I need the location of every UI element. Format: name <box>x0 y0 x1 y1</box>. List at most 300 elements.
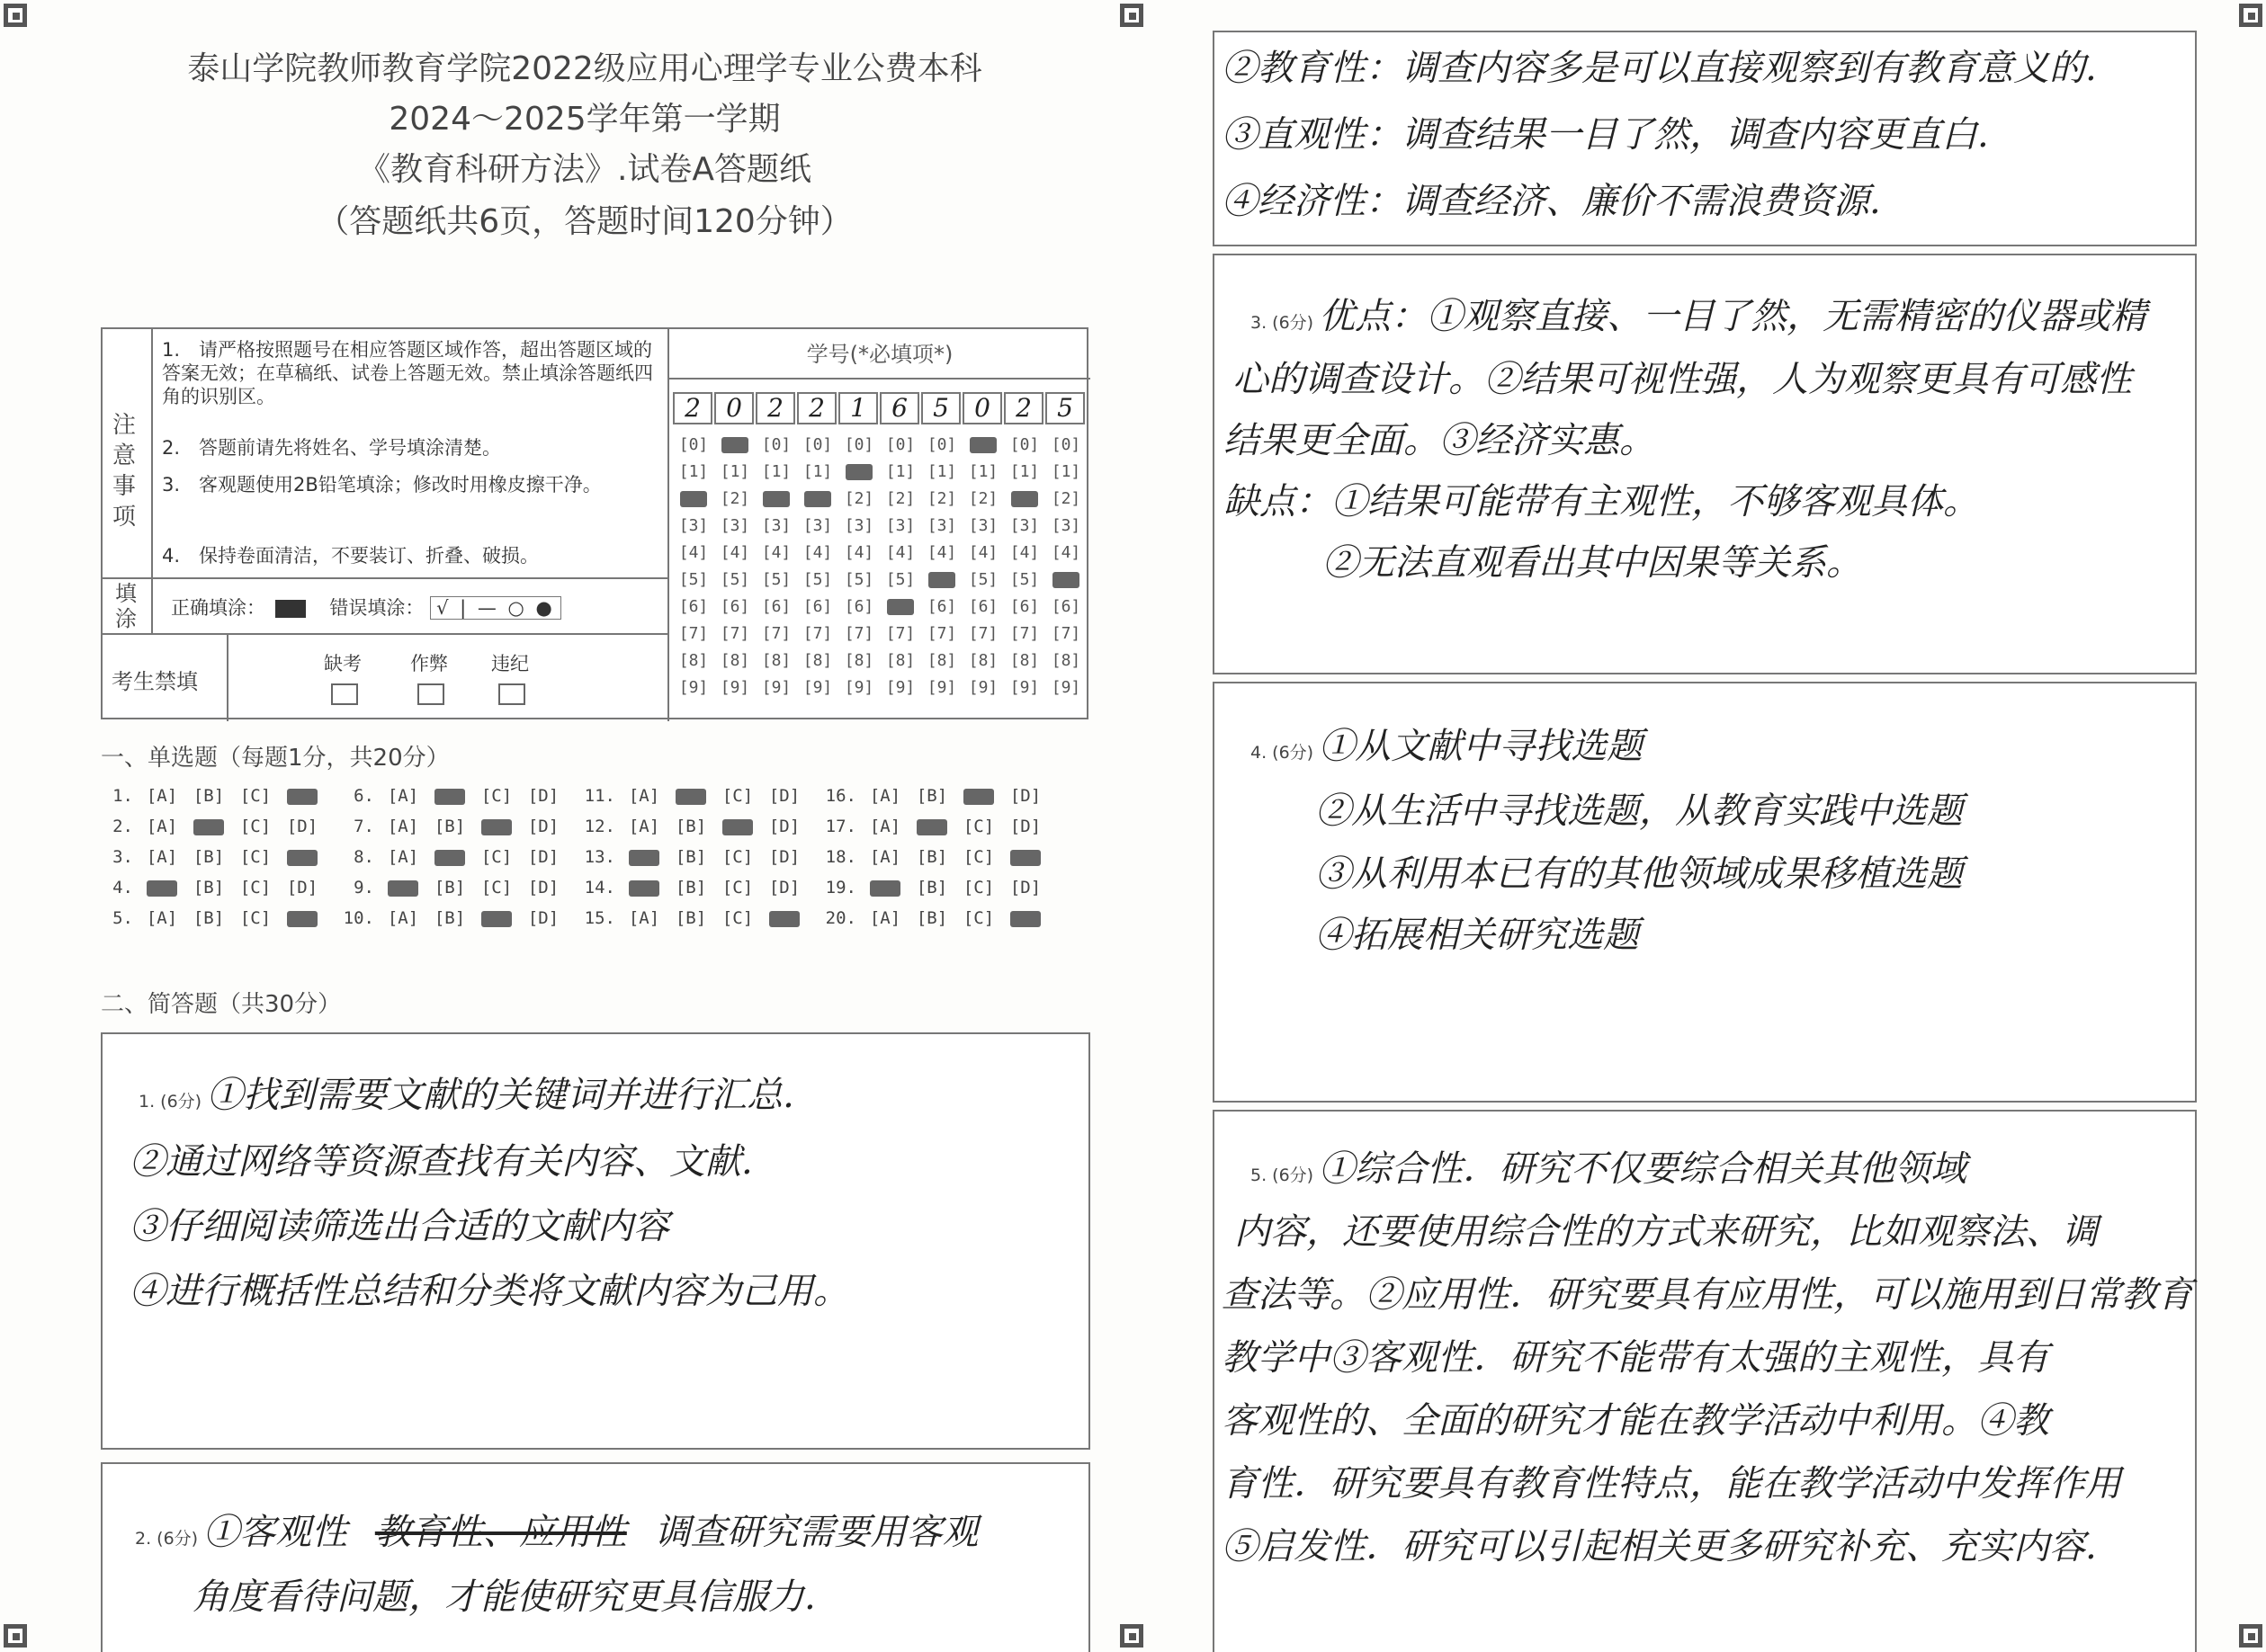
mcq-option-bubble[interactable] <box>1002 847 1049 867</box>
mcq-question-row <box>342 786 567 806</box>
q1-line-2: ②通过网络等资源查找有关内容、文献. <box>130 1141 753 1183</box>
mcq-option-bubble[interactable]: [A] <box>146 817 178 836</box>
mcq-option-bubble[interactable]: [C] <box>721 847 754 867</box>
student-id-bubble[interactable]: [7] <box>1009 624 1040 643</box>
student-id-bubble[interactable]: [4] <box>761 543 792 562</box>
wrong-fill-samples: √ | — ○ ● <box>430 596 561 620</box>
q5-text-1: ①综合性．研究不仅要综合相关其他领域 <box>1319 1148 1967 1190</box>
student-id-bubble[interactable]: [1] <box>802 462 833 481</box>
student-id-bubble[interactable]: [4] <box>885 543 916 562</box>
mcq-option-bubble[interactable] <box>279 847 326 867</box>
mcq-option-bubble[interactable]: [D] <box>1009 786 1042 806</box>
header-line-3: 《教育科研方法》.试卷A答题纸 <box>357 151 812 188</box>
student-id-row <box>673 543 1087 570</box>
header-line-1: 泰山学院教师教育学院2022级应用心理学专业公费本科 <box>187 50 982 87</box>
student-id-bubble[interactable]: [9] <box>1051 678 1081 697</box>
student-id-bubble[interactable] <box>1004 489 1045 516</box>
student-id-bubble[interactable]: [8] <box>844 651 874 670</box>
student-id-row <box>673 435 1087 462</box>
q1-text-1: ①找到需要文献的关键词并进行汇总. <box>207 1075 794 1116</box>
student-id-bubble[interactable]: [6] <box>1051 597 1081 616</box>
mcq-question-number: 3. <box>112 847 133 867</box>
student-id-bubble[interactable]: [7] <box>802 624 833 643</box>
student-id-bubble[interactable]: [1] <box>761 462 792 481</box>
notice-title: 注意事项 <box>112 412 136 531</box>
answer-box-q4[interactable] <box>1213 682 2197 1103</box>
student-id-bubble[interactable]: [0] <box>678 435 709 454</box>
student-id-bubble[interactable]: [2] <box>968 489 999 508</box>
student-id-row <box>673 651 1087 678</box>
mcq-option-bubble[interactable]: [C] <box>963 908 995 928</box>
corner-marker-top-center <box>1120 4 1143 27</box>
student-id-bubble[interactable] <box>963 435 1004 462</box>
mcq-option-bubble[interactable]: [D] <box>768 847 801 867</box>
mcq-option-bubble[interactable]: [A] <box>387 847 419 867</box>
q3-text-1: 优点：①观察直接、一目了然，无需精密的仪器或精 <box>1319 296 2147 337</box>
mcq-option-bubble[interactable]: [A] <box>869 786 901 806</box>
mcq-option-bubble[interactable]: [C] <box>239 908 272 928</box>
divider <box>669 378 1090 380</box>
mcq-option-bubble[interactable]: [C] <box>239 847 272 867</box>
mcq-question-number: 17. <box>825 817 856 836</box>
mcq-option-bubble[interactable]: [B] <box>434 908 466 928</box>
mcq-option-bubble[interactable] <box>955 786 1002 806</box>
student-id-bubble[interactable]: [1] <box>927 462 957 481</box>
student-id-bubble[interactable]: [9] <box>968 678 999 697</box>
mcq-option-bubble[interactable]: [A] <box>628 908 660 928</box>
student-id-bubble[interactable]: [6] <box>802 597 833 616</box>
student-id-bubble[interactable]: [8] <box>1051 651 1081 670</box>
mcq-option-bubble[interactable] <box>761 908 808 928</box>
q4-line-4: ④拓展相关研究选题 <box>1315 915 1639 956</box>
student-id-bubble[interactable]: [4] <box>720 543 750 562</box>
mcq-option-bubble[interactable]: [B] <box>675 817 707 836</box>
student-id-bubble[interactable]: [8] <box>802 651 833 670</box>
mcq-question-number: 9. <box>354 878 374 897</box>
student-id-bubble[interactable]: [3] <box>802 516 833 535</box>
answer-box-q5[interactable] <box>1213 1110 2197 1652</box>
q2-text-1: ①客观性 <box>203 1512 348 1553</box>
student-id-bubble[interactable]: [5] <box>968 570 999 589</box>
student-id-bubble[interactable]: [8] <box>720 651 750 670</box>
q5-line-4: 教学中③客观性．研究不能带有太强的主观性，具有 <box>1222 1337 2049 1379</box>
mcq-option-bubble[interactable]: [D] <box>1009 878 1042 897</box>
mcq-option-bubble[interactable]: [A] <box>628 817 660 836</box>
mcq-option-bubble[interactable]: [B] <box>675 847 707 867</box>
info-panel <box>101 327 1088 719</box>
forbid-absent <box>324 649 362 705</box>
student-id-bubble[interactable]: [1] <box>1009 462 1040 481</box>
q2-line-3: ②教育性：调查内容多是可以直接观察到有教育意义的. <box>1222 48 2097 89</box>
mcq-option-bubble[interactable] <box>279 786 326 806</box>
mcq-option-bubble[interactable] <box>279 908 326 928</box>
answer-box-q3[interactable] <box>1213 254 2197 674</box>
fill-title: 填涂 <box>115 581 137 631</box>
notice-item-2: 2. 答题前请先将姓名、学号填涂清楚。 <box>162 437 502 459</box>
mcq-question-number: 2. <box>112 817 133 836</box>
mcq-option-bubble[interactable]: [D] <box>527 878 560 897</box>
student-id-bubble[interactable]: [0] <box>761 435 792 454</box>
mcq-option-bubble[interactable]: [B] <box>193 786 225 806</box>
mcq-option-bubble[interactable]: [C] <box>721 786 754 806</box>
student-id-bubble[interactable]: [1] <box>885 462 916 481</box>
mcq-question-number: 12. <box>584 817 615 836</box>
student-id-bubble[interactable]: [8] <box>678 651 709 670</box>
student-id-bubble[interactable]: [2] <box>1051 489 1081 508</box>
mcq-option-bubble[interactable] <box>185 817 232 836</box>
mcq-question-row <box>824 878 1049 897</box>
mcq-question-row <box>824 847 1049 867</box>
student-id-bubble[interactable]: [1] <box>968 462 999 481</box>
student-id-bubble[interactable]: [8] <box>1009 651 1040 670</box>
mcq-question-row <box>824 908 1049 928</box>
student-id-bubble[interactable]: [3] <box>1051 516 1081 535</box>
corner-marker-bottom-right <box>2239 1624 2262 1648</box>
student-id-bubble[interactable]: [4] <box>927 543 957 562</box>
mcq-option-bubble[interactable] <box>426 847 473 867</box>
student-id-bubble[interactable]: [5] <box>720 570 750 589</box>
mcq-option-bubble[interactable] <box>1002 908 1049 928</box>
mcq-option-bubble[interactable]: [C] <box>963 878 995 897</box>
mcq-question-number: 4. <box>112 878 133 897</box>
student-id-bubble[interactable]: [0] <box>1051 435 1081 454</box>
student-id-bubble[interactable] <box>921 570 963 597</box>
student-id-bubble[interactable]: [7] <box>678 624 709 643</box>
divider <box>151 577 153 633</box>
correct-fill-label: 正确填涂： <box>171 597 265 619</box>
mcq-option-bubble[interactable]: [B] <box>675 908 707 928</box>
mcq-question-row <box>101 878 326 897</box>
student-id-bubble[interactable]: [8] <box>927 651 957 670</box>
student-id-bubble[interactable]: [7] <box>844 624 874 643</box>
mcq-option-bubble[interactable]: [A] <box>146 908 178 928</box>
forbid-absent-checkbox[interactable] <box>331 683 358 705</box>
q5-line-5: 客观性的、全面的研究才能在教学活动中利用。④教 <box>1222 1400 2049 1442</box>
wrong-fill-label: 错误填涂： <box>329 597 425 619</box>
q4-label: 4. (6分) <box>1250 743 1314 763</box>
student-id-row <box>673 624 1087 651</box>
mcq-option-bubble[interactable]: [D] <box>527 908 560 928</box>
mcq-option-bubble[interactable] <box>139 878 185 897</box>
mcq-option-bubble[interactable]: [C] <box>480 878 513 897</box>
mcq-question-row <box>101 847 326 867</box>
student-id-title: 学号(*必填项*) <box>806 342 954 367</box>
mcq-option-bubble[interactable]: [C] <box>721 878 754 897</box>
forbid-cheat <box>410 649 448 705</box>
corner-marker-bottom-center <box>1120 1624 1143 1648</box>
student-id-bubble[interactable]: [3] <box>968 516 999 535</box>
mcq-option-bubble[interactable] <box>426 786 473 806</box>
mcq-option-bubble[interactable]: [B] <box>916 847 948 867</box>
student-id-bubble[interactable]: [0] <box>844 435 874 454</box>
student-id-bubble[interactable]: [0] <box>802 435 833 454</box>
mcq-option-bubble[interactable]: [C] <box>239 878 272 897</box>
header-line-4: （答题纸共6页，答题时间120分钟） <box>317 203 853 240</box>
student-id-bubble[interactable]: [3] <box>1009 516 1040 535</box>
notice-item-4: 4. 保持卷面清洁，不要装订、折叠、破损。 <box>162 545 540 567</box>
q3-line-2: 心的调查设计。②结果可视性强，人为观察更具有可感性 <box>1232 359 2132 400</box>
mcq-option-bubble[interactable] <box>909 817 955 836</box>
mcq-option-bubble[interactable] <box>862 878 909 897</box>
mcq-option-bubble[interactable]: [B] <box>193 847 225 867</box>
mcq-question-number: 18. <box>825 847 856 867</box>
mcq-option-bubble[interactable]: [B] <box>193 908 225 928</box>
student-id-bubble[interactable]: [8] <box>761 651 792 670</box>
student-id-digit[interactable]: 2 <box>1004 392 1043 424</box>
student-id-bubble[interactable]: [6] <box>678 597 709 616</box>
student-id-bubble-grid[interactable] <box>673 435 1087 714</box>
student-id-bubble[interactable]: [9] <box>885 678 916 697</box>
student-id-bubble[interactable]: [1] <box>678 462 709 481</box>
answer-box-q2-part2[interactable] <box>1213 31 2197 246</box>
student-id-bubble[interactable] <box>1045 570 1087 597</box>
mcq-option-bubble[interactable]: [A] <box>387 786 419 806</box>
mcq-option-bubble[interactable]: [C] <box>480 847 513 867</box>
student-id-bubble[interactable]: [4] <box>1009 543 1040 562</box>
q1-label: 1. (6分) <box>139 1092 202 1112</box>
mcq-question-row <box>583 878 808 897</box>
forbid-violation-checkbox[interactable] <box>498 683 525 705</box>
q3-label: 3. (6分) <box>1250 313 1314 333</box>
student-id-digit[interactable]: 0 <box>963 392 1002 424</box>
student-id-row <box>673 516 1087 543</box>
mcq-option-bubble[interactable]: [D] <box>527 786 560 806</box>
q1-line-3: ③仔细阅读筛选出合适的文献内容 <box>130 1206 669 1247</box>
student-id-bubble[interactable]: [9] <box>1009 678 1040 697</box>
student-id-digit[interactable]: 1 <box>838 392 878 424</box>
student-id-bubble[interactable]: [9] <box>761 678 792 697</box>
student-id-bubble[interactable]: [6] <box>761 597 792 616</box>
q3-line-4: 缺点：①结果可能带有主观性，不够客观具体。 <box>1223 481 1979 522</box>
mcq-option-bubble[interactable]: [B] <box>434 817 466 836</box>
section1-title: 一、单选题（每题1分，共20分） <box>101 745 450 772</box>
student-id-bubble[interactable]: [4] <box>968 543 999 562</box>
student-id-bubble[interactable]: [8] <box>885 651 916 670</box>
student-id-handwritten[interactable] <box>673 392 1087 424</box>
fill-instructions <box>171 594 561 621</box>
mcq-option-bubble[interactable]: [B] <box>193 878 225 897</box>
mcq-option-bubble[interactable]: [D] <box>527 817 560 836</box>
student-id-bubble[interactable]: [9] <box>927 678 957 697</box>
student-id-bubble[interactable]: [9] <box>844 678 874 697</box>
mcq-option-bubble[interactable]: [D] <box>286 878 318 897</box>
mcq-option-bubble[interactable]: [A] <box>387 908 419 928</box>
mcq-option-bubble[interactable] <box>667 786 714 806</box>
student-id-bubble[interactable]: [7] <box>1051 624 1081 643</box>
student-id-digit[interactable]: 5 <box>921 392 961 424</box>
student-id-bubble[interactable]: [6] <box>720 597 750 616</box>
q5-line-7: ⑤启发性．研究可以引起相关更多研究补充、充实内容. <box>1222 1526 2097 1567</box>
mcq-option-bubble[interactable]: [A] <box>869 847 901 867</box>
student-id-bubble[interactable]: [4] <box>1051 543 1081 562</box>
student-id-digit[interactable]: 2 <box>797 392 837 424</box>
q4-text-1: ①从文献中寻找选题 <box>1319 726 1644 767</box>
student-id-bubble[interactable] <box>714 435 756 462</box>
q3-line-5: ②无法直观看出其中因果等关系。 <box>1322 542 1862 584</box>
student-id-bubble[interactable]: [0] <box>1009 435 1040 454</box>
student-id-bubble[interactable]: [4] <box>678 543 709 562</box>
student-id-bubble[interactable] <box>838 462 880 489</box>
student-id-bubble[interactable]: [6] <box>844 597 874 616</box>
student-id-row <box>673 678 1087 705</box>
forbid-cheat-checkbox[interactable] <box>417 683 444 705</box>
divider <box>151 329 153 577</box>
answer-box-q2-part1[interactable] <box>101 1462 1090 1652</box>
q1-line-1 <box>139 1065 794 1132</box>
notice-item-1: 1. 请严格按照题号在相应答题区域作答，超出答题区域的答案无效；在草稿纸、试卷上答题无效。禁止填涂答题纸四角的识别区。 <box>162 339 653 407</box>
student-id-bubble[interactable]: [7] <box>927 624 957 643</box>
mcq-question-row <box>101 817 326 836</box>
divider <box>103 577 667 579</box>
student-id-bubble[interactable]: [5] <box>761 570 792 589</box>
mcq-question-row <box>101 908 326 928</box>
student-id-bubble[interactable]: [9] <box>802 678 833 697</box>
mcq-option-bubble[interactable]: [C] <box>480 786 513 806</box>
mcq-option-bubble[interactable]: [D] <box>768 817 801 836</box>
mcq-option-bubble[interactable]: [D] <box>768 786 801 806</box>
student-id-bubble[interactable]: [7] <box>968 624 999 643</box>
mcq-question-row <box>824 786 1049 806</box>
mcq-question-number: 16. <box>825 786 856 806</box>
mcq-option-bubble[interactable]: [B] <box>675 878 707 897</box>
mcq-option-bubble[interactable]: [B] <box>916 908 948 928</box>
q4-line-1 <box>1250 716 1643 783</box>
mcq-question-row <box>583 847 808 867</box>
student-id-bubble[interactable]: [3] <box>885 516 916 535</box>
student-id-bubble[interactable]: [9] <box>678 678 709 697</box>
mcq-option-bubble[interactable]: [A] <box>628 786 660 806</box>
mcq-option-bubble[interactable]: [A] <box>146 786 178 806</box>
student-id-bubble[interactable]: [7] <box>885 624 916 643</box>
student-id-bubble[interactable]: [3] <box>927 516 957 535</box>
mcq-question-number: 5. <box>112 908 133 928</box>
q2-label: 2. (6分) <box>135 1529 199 1549</box>
student-id-bubble[interactable]: [3] <box>678 516 709 535</box>
mcq-question-row <box>342 847 567 867</box>
mcq-option-bubble[interactable] <box>473 817 520 836</box>
student-id-bubble[interactable]: [3] <box>844 516 874 535</box>
student-id-bubble[interactable]: [1] <box>720 462 750 481</box>
student-id-bubble[interactable]: [2] <box>844 489 874 508</box>
notice-item-3: 3. 客观题使用2B铅笔填涂；修改时用橡皮擦干净。 <box>162 474 602 496</box>
student-id-bubble[interactable]: [6] <box>1009 597 1040 616</box>
q2-line-2: 角度看待问题，才能使研究更具信服力. <box>193 1576 816 1618</box>
student-id-bubble[interactable]: [5] <box>885 570 916 589</box>
student-id-bubble[interactable]: [2] <box>720 489 750 508</box>
mcq-option-bubble[interactable] <box>621 878 667 897</box>
mcq-option-bubble[interactable]: [D] <box>1009 817 1042 836</box>
mcq-option-bubble[interactable]: [C] <box>239 786 272 806</box>
student-id-bubble[interactable]: [7] <box>761 624 792 643</box>
mcq-option-bubble[interactable]: [B] <box>916 786 948 806</box>
q4-line-2: ②从生活中寻找选题，从教育实践中选题 <box>1315 790 1963 832</box>
student-id-bubble[interactable]: [0] <box>885 435 916 454</box>
student-id-bubble[interactable]: [1] <box>1051 462 1081 481</box>
student-id-bubble[interactable]: [3] <box>761 516 792 535</box>
student-id-bubble[interactable]: [6] <box>927 597 957 616</box>
mcq-option-bubble[interactable]: [A] <box>869 908 901 928</box>
student-id-bubble[interactable]: [3] <box>720 516 750 535</box>
mcq-question-number: 19. <box>825 878 856 897</box>
mcq-option-bubble[interactable]: [A] <box>146 847 178 867</box>
mcq-question-number: 13. <box>584 847 615 867</box>
mcq-option-bubble[interactable]: [B] <box>434 878 466 897</box>
mcq-question-row <box>583 908 808 928</box>
mcq-question-row <box>101 786 326 806</box>
section2-title: 二、简答题（共30分） <box>101 991 342 1018</box>
student-id-row <box>673 597 1087 624</box>
student-id-digit[interactable]: 6 <box>880 392 919 424</box>
mcq-option-bubble[interactable] <box>621 847 667 867</box>
mcq-option-bubble[interactable]: [C] <box>963 817 995 836</box>
student-id-digit[interactable]: 5 <box>1045 392 1085 424</box>
correct-fill-sample <box>275 600 306 618</box>
student-id-bubble[interactable] <box>797 489 838 516</box>
student-id-bubble[interactable]: [2] <box>927 489 957 508</box>
q5-line-6: 育性．研究要具有教育性特点，能在教学活动中发挥作用 <box>1222 1463 2121 1505</box>
mcq-option-bubble[interactable]: [C] <box>963 847 995 867</box>
student-id-bubble[interactable]: [5] <box>802 570 833 589</box>
mcq-option-bubble[interactable]: [B] <box>916 878 948 897</box>
student-id-digit[interactable]: 2 <box>673 392 712 424</box>
q5-line-2: 内容，还要使用综合性的方式来研究，比如观察法、调 <box>1234 1211 2098 1253</box>
q2-crossed-out: 教育性、应用性 <box>374 1512 627 1553</box>
student-id-bubble[interactable]: [9] <box>720 678 750 697</box>
corner-marker-bottom-left <box>4 1624 27 1648</box>
mcq-question-row <box>583 817 808 836</box>
mcq-question-number: 20. <box>825 908 856 928</box>
q1-line-4: ④进行概括性总结和分类将文献内容为己用。 <box>130 1271 849 1312</box>
student-id-digit[interactable]: 2 <box>756 392 795 424</box>
mcq-option-bubble[interactable]: [A] <box>387 817 419 836</box>
mcq-option-bubble[interactable]: [D] <box>286 817 318 836</box>
student-id-bubble[interactable]: [4] <box>844 543 874 562</box>
student-id-bubble[interactable] <box>673 489 714 516</box>
q2-line-1 <box>135 1502 979 1569</box>
student-id-bubble[interactable]: [0] <box>927 435 957 454</box>
q5-line-3: 查法等。②应用性．研究要具有应用性，可以施用到日常教育 <box>1222 1274 2193 1316</box>
student-id-bubble[interactable]: [4] <box>802 543 833 562</box>
student-id-bubble[interactable]: [2] <box>885 489 916 508</box>
student-id-bubble[interactable] <box>880 597 921 624</box>
student-id-bubble[interactable]: [6] <box>968 597 999 616</box>
mcq-option-bubble[interactable]: [A] <box>869 817 901 836</box>
student-id-bubble[interactable]: [7] <box>720 624 750 643</box>
mcq-option-bubble[interactable]: [D] <box>527 847 560 867</box>
mcq-option-bubble[interactable] <box>714 817 761 836</box>
student-id-row <box>673 489 1087 516</box>
mcq-option-bubble[interactable]: [C] <box>239 817 272 836</box>
student-id-digit[interactable]: 0 <box>714 392 754 424</box>
mcq-option-bubble[interactable] <box>473 908 520 928</box>
student-id-bubble[interactable] <box>756 489 797 516</box>
mcq-option-bubble[interactable] <box>380 878 426 897</box>
student-id-bubble[interactable]: [5] <box>1009 570 1040 589</box>
mcq-answer-grid[interactable] <box>101 786 1090 948</box>
divider <box>227 633 228 721</box>
forbid-violation-label: 违纪 <box>491 653 529 674</box>
student-id-bubble[interactable]: [5] <box>678 570 709 589</box>
student-id-bubble[interactable]: [8] <box>968 651 999 670</box>
mcq-option-bubble[interactable]: [D] <box>768 878 801 897</box>
answer-box-q1[interactable] <box>101 1032 1090 1450</box>
q3-line-3: 结果更全面。③经济实惠。 <box>1223 420 1655 461</box>
q2-text-1b: 调查研究需要用客观 <box>654 1512 979 1553</box>
divider <box>667 329 669 721</box>
q2-line-4: ③直观性：调查结果一目了然，调查内容更直白. <box>1222 114 1989 156</box>
mcq-option-bubble[interactable]: [C] <box>721 908 754 928</box>
student-id-bubble[interactable]: [5] <box>844 570 874 589</box>
